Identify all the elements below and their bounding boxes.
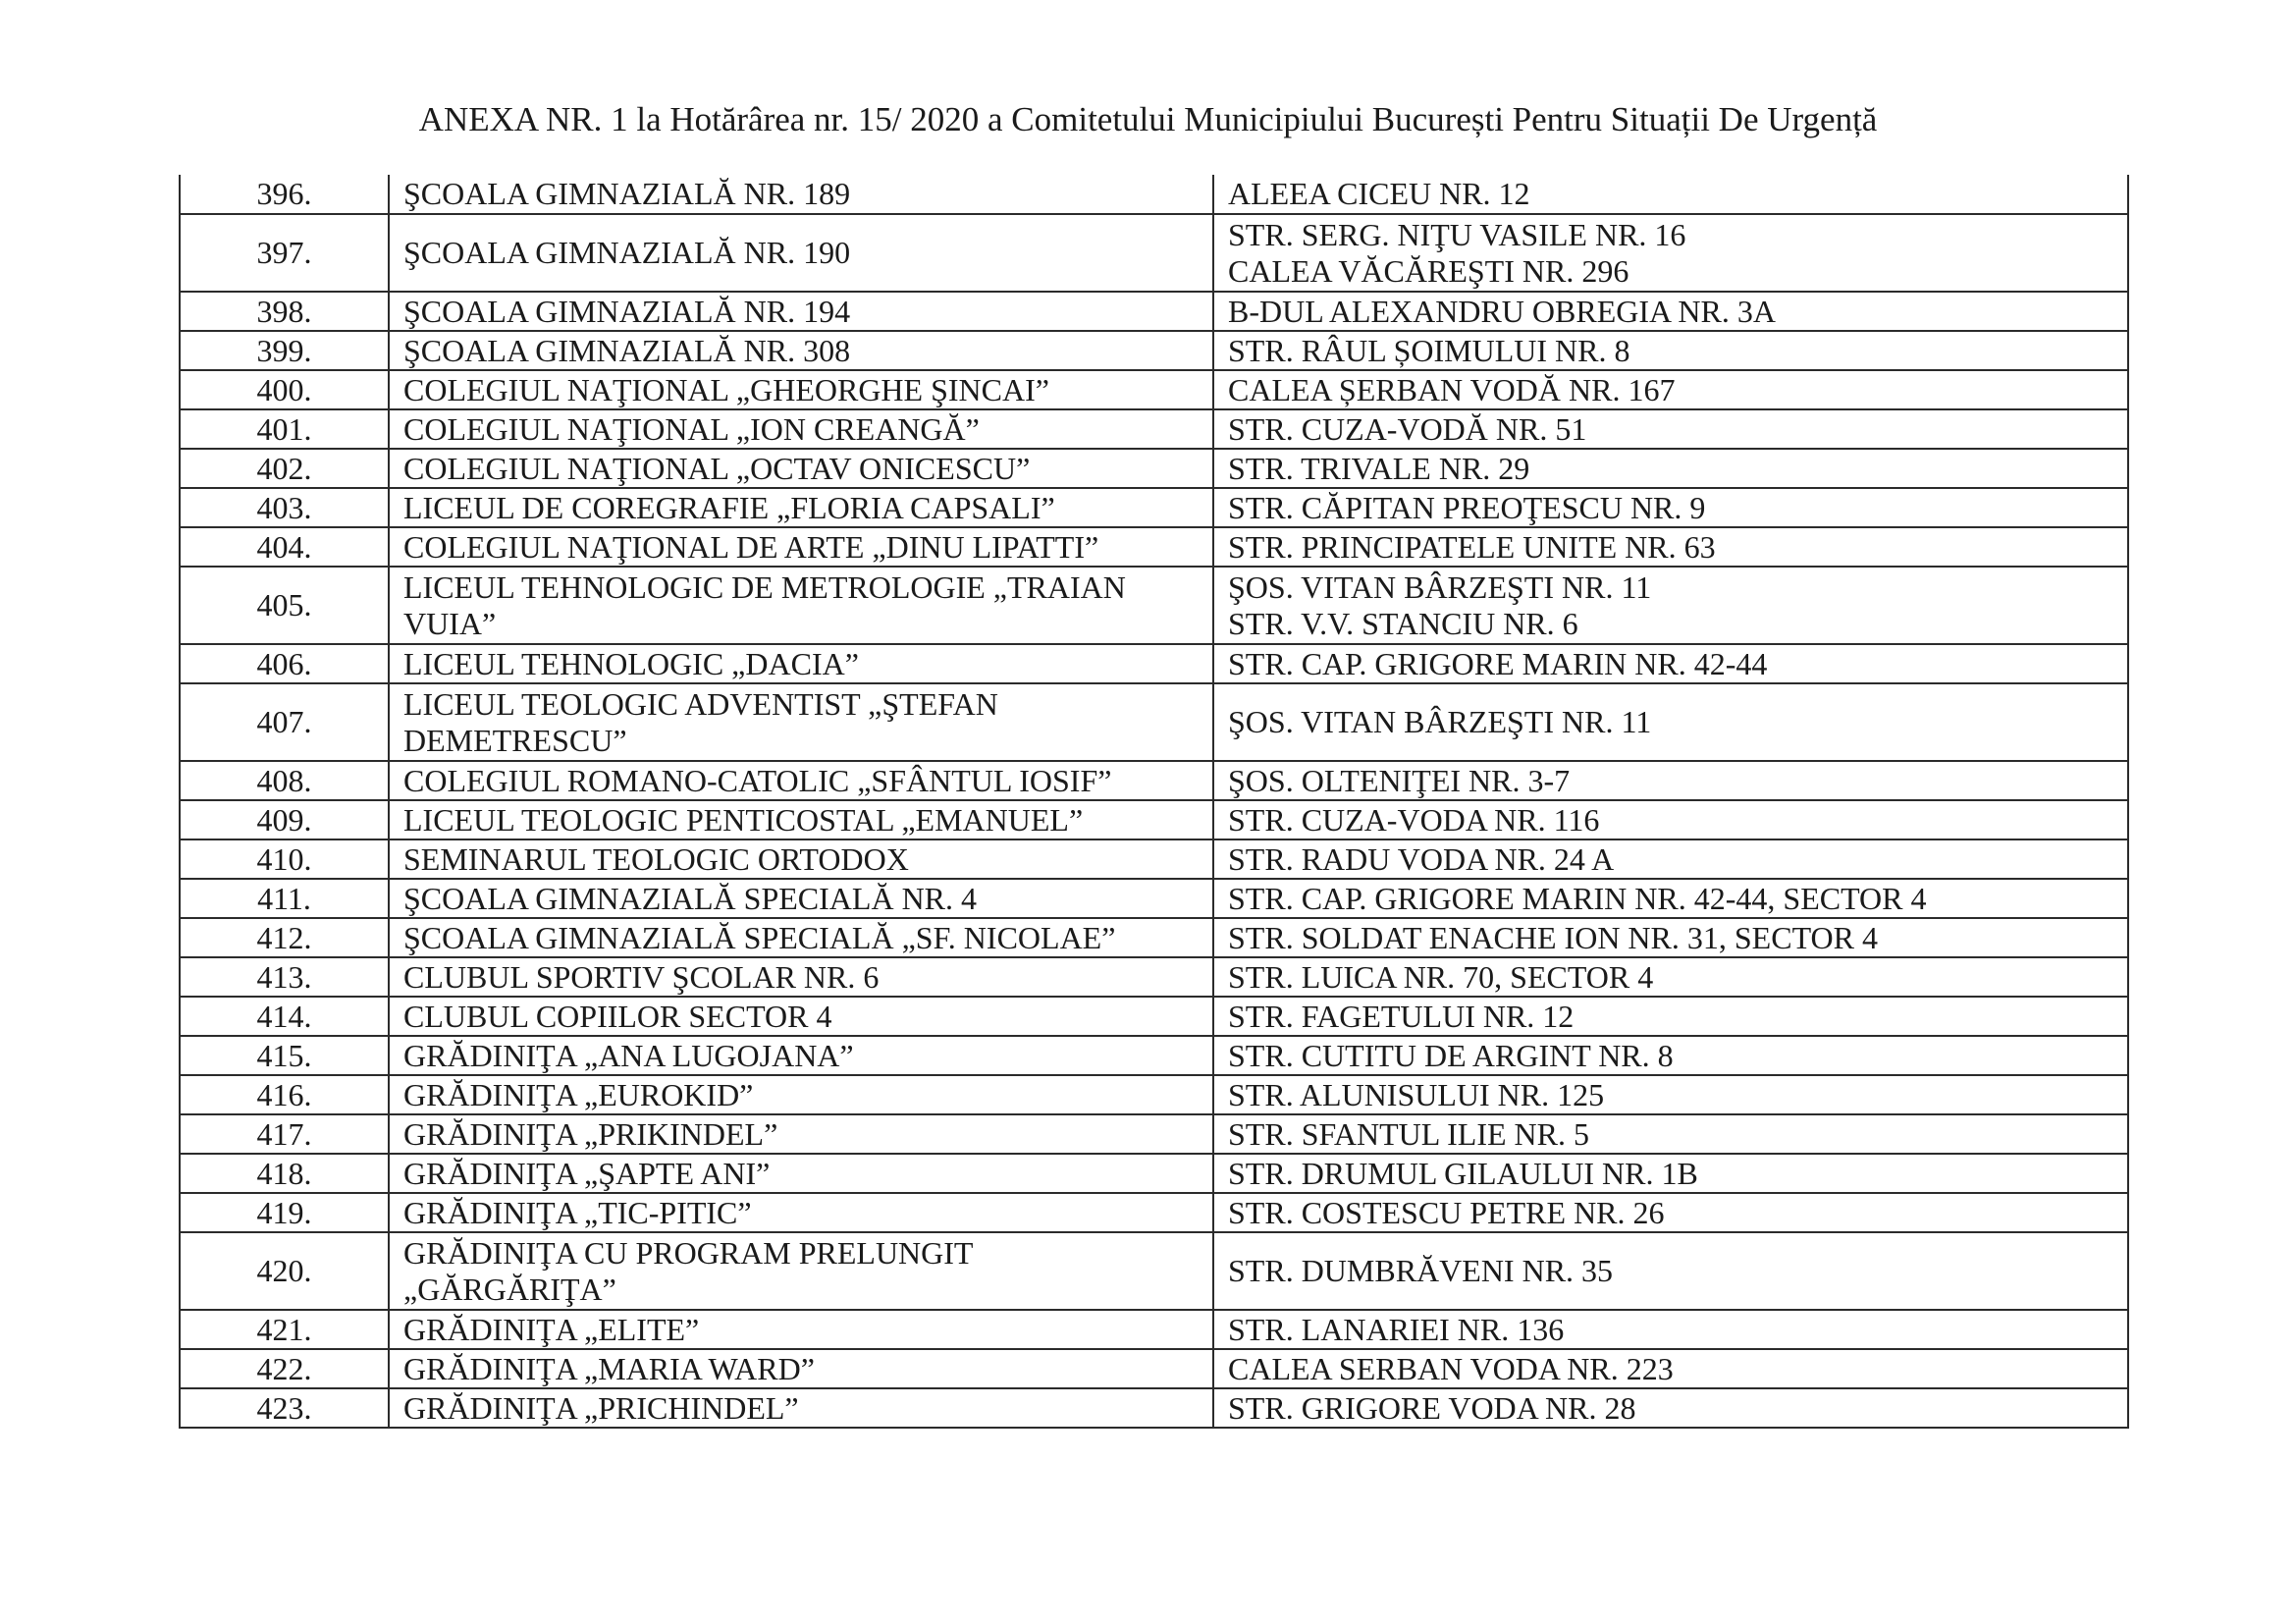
row-number: 406. — [180, 644, 389, 683]
row-number: 407. — [180, 683, 389, 761]
row-number: 404. — [180, 527, 389, 567]
institution-name: LICEUL TEHNOLOGIC DE METROLOGIE „TRAIAN — [403, 568, 1126, 605]
address-cell — [1213, 1154, 2128, 1193]
institution-name: GRĂDINIŢA „MARIA WARD” — [403, 1350, 815, 1386]
address-cell — [1213, 488, 2128, 527]
row-number: 418. — [180, 1154, 389, 1193]
row-number: 399. — [180, 331, 389, 370]
address-cell — [1213, 879, 2128, 918]
address-line: STR. CAP. GRIGORE MARIN NR. 42-44 — [1228, 645, 1768, 681]
address-line: STR. CUZA-VODĂ NR. 51 — [1228, 410, 1587, 447]
address-line: STR. ALUNISULUI NR. 125 — [1228, 1076, 1605, 1112]
address-cell — [1213, 175, 2128, 214]
address-line: B-DUL ALEXANDRU OBREGIA NR. 3A — [1228, 293, 1776, 329]
address-cell — [1213, 761, 2128, 800]
table-row — [180, 331, 2128, 370]
institution-name-cell — [389, 761, 1213, 800]
address-line: STR. V.V. STANCIU NR. 6 — [1228, 605, 1578, 641]
table-row — [180, 1232, 2128, 1310]
institution-name-cell — [389, 331, 1213, 370]
address-line: ALEEA CICEU NR. 12 — [1228, 176, 1530, 211]
institution-name: DEMETRESCU” — [403, 722, 627, 758]
table-row — [180, 1193, 2128, 1232]
institution-name: CLUBUL SPORTIV ŞCOLAR NR. 6 — [403, 958, 880, 995]
institution-name-cell — [389, 800, 1213, 839]
institution-name: LICEUL TEOLOGIC PENTICOSTAL „EMANUEL” — [403, 801, 1084, 838]
address-line: STR. CUZA-VODA NR. 116 — [1228, 801, 1600, 838]
institution-name: COLEGIUL ROMANO-CATOLIC „SFÂNTUL IOSIF” — [403, 762, 1112, 798]
address-line: STR. FAGETULUI NR. 12 — [1228, 998, 1575, 1034]
address-line: STR. TRIVALE NR. 29 — [1228, 450, 1530, 486]
institution-name: LICEUL TEHNOLOGIC „DACIA” — [403, 645, 859, 681]
institution-name-cell — [389, 879, 1213, 918]
row-number: 415. — [180, 1036, 389, 1075]
address-line: STR. LANARIEI NR. 136 — [1228, 1311, 1565, 1347]
institution-name-cell — [389, 292, 1213, 331]
address-line: ŞOS. VITAN BÂRZEŞTI NR. 11 — [1228, 568, 1652, 605]
table-row — [180, 1349, 2128, 1388]
table-row — [180, 567, 2128, 644]
institution-name: CLUBUL COPIILOR SECTOR 4 — [403, 998, 832, 1034]
address-cell — [1213, 997, 2128, 1036]
row-number: 398. — [180, 292, 389, 331]
row-number: 412. — [180, 918, 389, 957]
address-line: STR. CĂPITAN PREOŢESCU NR. 9 — [1228, 489, 1706, 525]
institution-name-cell — [389, 449, 1213, 488]
institution-name: „GĂRGĂRIŢA” — [403, 1271, 616, 1307]
table-row — [180, 175, 2128, 214]
row-number: 403. — [180, 488, 389, 527]
institution-name: ŞCOALA GIMNAZIALĂ NR. 189 — [403, 176, 851, 211]
institution-name: GRĂDINIŢA „ELITE” — [403, 1311, 700, 1347]
institution-name-cell — [389, 370, 1213, 409]
institution-name-cell — [389, 644, 1213, 683]
table-row — [180, 761, 2128, 800]
table-row — [180, 449, 2128, 488]
address-cell — [1213, 1232, 2128, 1310]
address-line: STR. SOLDAT ENACHE ION NR. 31, SECTOR 4 — [1228, 919, 1878, 955]
address-line: STR. SERG. NIŢU VASILE NR. 16 — [1228, 216, 1686, 252]
institution-name: ŞCOALA GIMNAZIALĂ NR. 308 — [403, 332, 851, 368]
institution-name: COLEGIUL NAŢIONAL „OCTAV ONICESCU” — [403, 450, 1031, 486]
address-line: STR. PRINCIPATELE UNITE NR. 63 — [1228, 528, 1716, 565]
table-row — [180, 214, 2128, 292]
address-line: ŞOS. VITAN BÂRZEŞTI NR. 11 — [1228, 704, 1652, 739]
row-number: 397. — [180, 214, 389, 292]
institution-name: GRĂDINIŢA „PRICHINDEL” — [403, 1389, 799, 1426]
address-line: STR. SFANTUL ILIE NR. 5 — [1228, 1115, 1589, 1152]
address-line: STR. RADU VODA NR. 24 A — [1228, 840, 1615, 877]
institution-name-cell — [389, 1075, 1213, 1114]
institution-name: GRĂDINIŢA „EUROKID” — [403, 1076, 754, 1112]
address-cell — [1213, 1388, 2128, 1428]
row-number: 409. — [180, 800, 389, 839]
institution-name-cell — [389, 527, 1213, 567]
institution-name: ŞCOALA GIMNAZIALĂ NR. 194 — [403, 293, 851, 329]
institution-name: LICEUL TEOLOGIC ADVENTIST „ŞTEFAN — [403, 685, 998, 722]
page-title: ANEXA NR. 1 la Hotărârea nr. 15/ 2020 a Comitetului Municipiului București Pentru Situații De Urgență — [418, 100, 1878, 138]
row-number: 396. — [180, 175, 389, 214]
address-cell — [1213, 1310, 2128, 1349]
table-row — [180, 1388, 2128, 1428]
address-line: STR. LUICA NR. 70, SECTOR 4 — [1228, 958, 1654, 995]
institution-name: COLEGIUL NAŢIONAL „ION CREANGĂ” — [403, 410, 980, 447]
schools-table — [179, 175, 2129, 1429]
institution-name-cell — [389, 1036, 1213, 1075]
table-row — [180, 409, 2128, 449]
institution-name: GRĂDINIŢA „TIC-PITIC” — [403, 1194, 752, 1230]
address-cell — [1213, 1075, 2128, 1114]
address-line: STR. CUTITU DE ARGINT NR. 8 — [1228, 1037, 1674, 1073]
institution-name-cell — [389, 1310, 1213, 1349]
address-line: STR. DUMBRĂVENI NR. 35 — [1228, 1253, 1614, 1288]
institution-name: GRĂDINIŢA CU PROGRAM PRELUNGIT — [403, 1234, 974, 1271]
table-row — [180, 918, 2128, 957]
institution-name-cell — [389, 1193, 1213, 1232]
institution-name-cell — [389, 997, 1213, 1036]
table-row — [180, 683, 2128, 761]
table-row — [180, 644, 2128, 683]
table-row — [180, 997, 2128, 1036]
row-number: 408. — [180, 761, 389, 800]
row-number: 422. — [180, 1349, 389, 1388]
address-line: STR. GRIGORE VODA NR. 28 — [1228, 1389, 1636, 1426]
address-cell — [1213, 1114, 2128, 1154]
table-row — [180, 1154, 2128, 1193]
institution-name: SEMINARUL TEOLOGIC ORTODOX — [403, 840, 909, 877]
institution-name-cell — [389, 918, 1213, 957]
table-body — [180, 175, 2128, 1428]
row-number: 400. — [180, 370, 389, 409]
institution-name: LICEUL DE COREGRAFIE „FLORIA CAPSALI” — [403, 489, 1055, 525]
address-line: STR. DRUMUL GILAULUI NR. 1B — [1228, 1155, 1698, 1191]
institution-name-cell — [389, 957, 1213, 997]
institution-name: ŞCOALA GIMNAZIALĂ SPECIALĂ „SF. NICOLAE” — [403, 919, 1116, 955]
address-cell — [1213, 214, 2128, 292]
row-number: 401. — [180, 409, 389, 449]
row-number: 421. — [180, 1310, 389, 1349]
address-cell — [1213, 839, 2128, 879]
address-cell — [1213, 567, 2128, 644]
address-cell — [1213, 957, 2128, 997]
institution-name-cell — [389, 488, 1213, 527]
table-row — [180, 1114, 2128, 1154]
row-number: 419. — [180, 1193, 389, 1232]
row-number: 413. — [180, 957, 389, 997]
table-row — [180, 1036, 2128, 1075]
address-cell — [1213, 409, 2128, 449]
institution-name-cell — [389, 214, 1213, 292]
institution-name: ŞCOALA GIMNAZIALĂ NR. 190 — [403, 235, 851, 270]
address-cell — [1213, 292, 2128, 331]
table-row — [180, 879, 2128, 918]
address-line: CALEA VĂCĂREŞTI NR. 296 — [1228, 252, 1629, 289]
address-line: ŞOS. OLTENIŢEI NR. 3-7 — [1228, 762, 1571, 798]
table-row — [180, 1075, 2128, 1114]
address-cell — [1213, 800, 2128, 839]
row-number: 414. — [180, 997, 389, 1036]
address-line: STR. CAP. GRIGORE MARIN NR. 42-44, SECTOR 4 — [1228, 880, 1927, 916]
institution-name: COLEGIUL NAŢIONAL „GHEORGHE ŞINCAI” — [403, 371, 1049, 407]
row-number: 416. — [180, 1075, 389, 1114]
row-number: 420. — [180, 1232, 389, 1310]
address-line: STR. RÂUL ȘOIMULUI NR. 8 — [1228, 332, 1630, 368]
table-row — [180, 839, 2128, 879]
address-cell — [1213, 1193, 2128, 1232]
table-row — [180, 292, 2128, 331]
address-line: CALEA SERBAN VODA NR. 223 — [1228, 1350, 1674, 1386]
institution-name-cell — [389, 567, 1213, 644]
institution-name: ŞCOALA GIMNAZIALĂ SPECIALĂ NR. 4 — [403, 880, 978, 916]
row-number: 405. — [180, 567, 389, 644]
table-row — [180, 800, 2128, 839]
address-cell — [1213, 644, 2128, 683]
institution-name: VUIA” — [403, 605, 497, 641]
institution-name: GRĂDINIŢA „ANA LUGOJANA” — [403, 1037, 854, 1073]
address-cell — [1213, 1036, 2128, 1075]
row-number: 423. — [180, 1388, 389, 1428]
address-cell — [1213, 1349, 2128, 1388]
address-cell — [1213, 331, 2128, 370]
institution-name-cell — [389, 175, 1213, 214]
institution-name-cell — [389, 1349, 1213, 1388]
table-row — [180, 488, 2128, 527]
table-row — [180, 527, 2128, 567]
address-cell — [1213, 683, 2128, 761]
address-cell — [1213, 370, 2128, 409]
table-row — [180, 1310, 2128, 1349]
institution-name-cell — [389, 409, 1213, 449]
address-cell — [1213, 449, 2128, 488]
address-cell — [1213, 527, 2128, 567]
institution-name: COLEGIUL NAŢIONAL DE ARTE „DINU LIPATTI” — [403, 528, 1099, 565]
row-number: 417. — [180, 1114, 389, 1154]
institution-name: GRĂDINIŢA „PRIKINDEL” — [403, 1115, 778, 1152]
institution-name-cell — [389, 839, 1213, 879]
institution-name-cell — [389, 683, 1213, 761]
institution-name-cell — [389, 1154, 1213, 1193]
row-number: 411. — [180, 879, 389, 918]
table-row — [180, 370, 2128, 409]
address-line: CALEA ȘERBAN VODĂ NR. 167 — [1228, 371, 1676, 407]
institution-name-cell — [389, 1388, 1213, 1428]
institution-name: GRĂDINIŢA „ŞAPTE ANI” — [403, 1155, 771, 1191]
address-line: STR. COSTESCU PETRE NR. 26 — [1228, 1194, 1665, 1230]
row-number: 402. — [180, 449, 389, 488]
table-row — [180, 957, 2128, 997]
address-cell — [1213, 918, 2128, 957]
institution-name-cell — [389, 1114, 1213, 1154]
row-number: 410. — [180, 839, 389, 879]
institution-name-cell — [389, 1232, 1213, 1310]
